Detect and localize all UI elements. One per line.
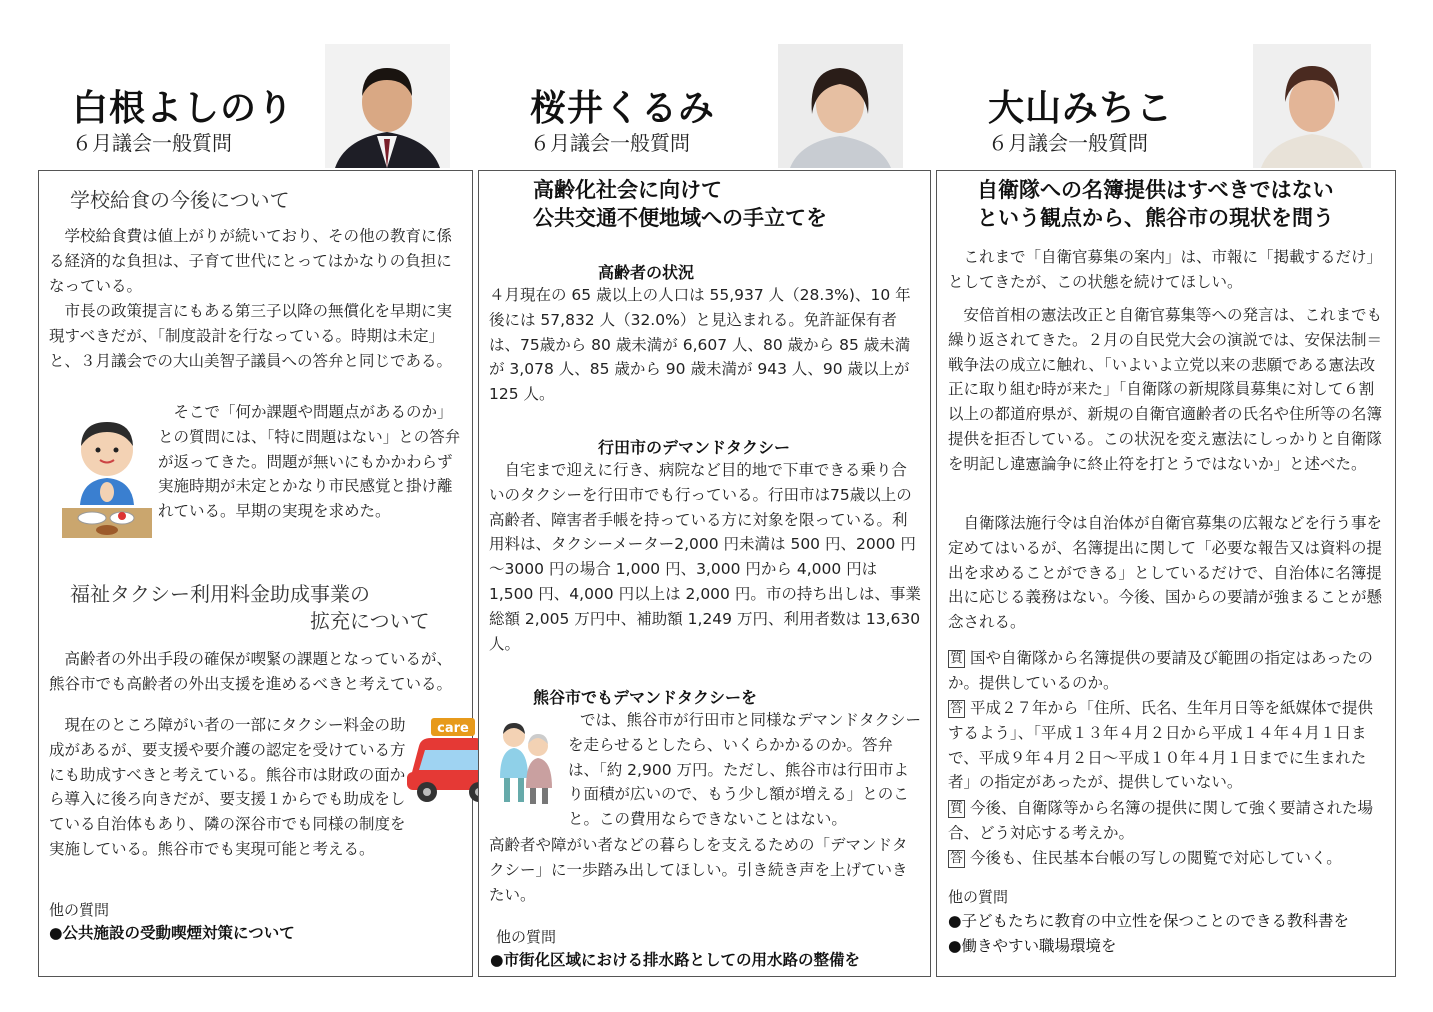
question-item — [948, 796, 1386, 846]
paragraph: 学校給食費は値上がりが続いており、その他の教育に係る経済的な負担は、子育て世代にとってはかなりの負担になっている。 — [49, 227, 453, 295]
article-heading-aging-2: 公共交通不便地域への手立てを — [533, 206, 827, 230]
member-name-sakurai: 桜井くるみ — [530, 88, 716, 129]
other-questions-label: 他の質問 — [496, 928, 557, 946]
elderly-couple-illustration — [492, 718, 560, 806]
question-tag: 質 — [950, 651, 964, 666]
paragraph: 自衛隊法施行令は自治体が自衛官募集の広報などを行う事を定めてはいるが、名簿提出に関して「必要な報告又は資料の提出を求めることができる」としているだけで、自治体に名簿提出に応じる義務はない。今後、国からの要請が強まることが懸念される。 — [948, 514, 1383, 632]
answer-tag: 答 — [950, 701, 964, 716]
portrait-photo-sakurai — [778, 44, 903, 168]
paragraph: 現在のところ障がい者の一部にタクシー料金の助成があるが、要支援や要介護の認定を受けている方にも助成すべきと考えている。熊谷市は財政の面から導入に後ろ向きだが、要支援１からでも助成をしている自治体もあり、隣の深谷市でも同様の制度を実施している。熊谷市でも実現可能と考える。 — [49, 716, 406, 858]
answer-tag: 答 — [950, 851, 964, 866]
member-name-oyama: 大山みちこ — [988, 88, 1174, 129]
answer-text: 平成２７年から「住所、氏名、生年月日等を紙媒体で提供するよう」、「平成１３年４月２日から平成１４年４月１日まで、平成９年４月２日～平成１０年４月１日までに生まれた者」の指定があったが、提供していない。 — [948, 699, 1374, 792]
paragraph: 自宅まで迎えに行き、病院など目的地で下車できる乗り合いのタクシーを行田市でも行っている。行田市は75歳以上の高齢者、障害者手帳を持っている方に対象を限っている。利用料は、タクシーメーター2,000 円未満は 500 円、2000 円～3000 円の場合 1,000 円、3,000 円から 4,000 円は 1,500 円、4,000 円以上は 2,000 円。市の持ち出しは、事業総額 2,005 万円中、補助額 1,249 万円、利用者数は 13,630 人。 — [489, 461, 921, 653]
subheading-kumagaya-taxi: 熊谷市でもデマンドタクシーを — [533, 688, 758, 707]
member-subtitle-sakurai: ６月議会一般質問 — [530, 131, 690, 155]
article-heading-aging-1: 高齢化社会に向けて — [533, 178, 722, 202]
subheading-elderly-status: 高齢者の状況 — [598, 263, 695, 282]
answer-item — [948, 846, 1386, 871]
paragraph: 高齢者や障がい者などの暮らしを支えるための「デマンドタクシー」に一歩踏み出してほしい。引き続き声を上げていきたい。 — [489, 836, 908, 904]
other-question-item: ●市街化区域における排水路としての用水路の整備を — [490, 951, 861, 969]
paragraph: ４月現在の 65 歳以上の人口は 55,937 人（28.3%)、10 年後には 57,832 人（32.0%）と見込まれる。免許証保有者は、75歳から 80 歳未満が 6,607 人、80 歳から 85 歳未満が 3,078 人、85 歳から 90 歳未満が 943 人、90 歳以上が 125 人。 — [489, 286, 911, 404]
article-heading-school-lunch: 学校給食の今後について — [70, 188, 290, 212]
question-text: 国や自衛隊から名簿提供の要請及び範囲の指定はあったのか。提供しているのか。 — [948, 649, 1373, 692]
child-eating-illustration — [62, 410, 152, 540]
article-heading-sdf-1: 自衛隊への名簿提供はすべきではない — [977, 178, 1334, 202]
other-questions-label: 他の質問 — [49, 901, 110, 919]
subheading-gyoda-taxi: 行田市のデマンドタクシー — [598, 438, 791, 457]
paragraph: 安倍首相の憲法改正と自衛官募集等への発言は、これまでも繰り返されてきた。２月の自民党大会の演説では、安保法制＝戦争法の成立に触れ、「いよいよ立党以来の悲願である憲法改正に取り組む時が来た」「自衛隊の新規隊員募集に対して６割以上の都道府県が、新規の自衛官適齢者の氏名や住所等の名簿提供を拒否している。この状況を変え憲法にしっかりと自衛隊を明記し違憲論争に終止符を打とうではないか」と述べた。 — [948, 306, 1383, 473]
portrait-photo-oyama — [1253, 44, 1371, 168]
paragraph: これまで「自衛官募集の案内」は、市報に「掲載するだけ」としてきたが、この状態を続けてほしい。 — [948, 248, 1383, 291]
other-question-item: ●公共施設の受動喫煙対策について — [49, 924, 295, 942]
member-name-shirane: 白根よしのり — [72, 88, 295, 129]
article-heading-sdf-2: という観点から、熊谷市の現状を問う — [977, 206, 1334, 230]
answer-item — [948, 696, 1386, 795]
other-question-item: ●働きやすい職場環境を — [948, 937, 1117, 955]
other-question-item: ●子どもたちに教育の中立性を保つことのできる教科書を — [948, 912, 1350, 930]
question-text: 今後、自衛隊等から名簿の提供に関して強く要請された場合、どう対応する考えか。 — [948, 799, 1374, 842]
question-tag: 質 — [950, 801, 964, 816]
paragraph: そこで「何か課題や問題点があるのか」との質問には、「特に問題はない」との答弁が返ってきた。問題が無いにもかかわらず実施時期が未定とかなり市民感覚と掛け離れている。早期の実現を求めた。 — [158, 403, 461, 521]
article-heading-welfare-taxi-1: 福祉タクシー利用料金助成事業の — [70, 582, 370, 606]
paragraph: では、熊谷市が行田市と同様なデマンドタクシーを走らせるとしたら、いくらかかるのか。答弁は、「約 2,900 万円。ただし、熊谷市は行田市より面積が広いので、もう少し額が増える」とのこと。この費用ならできないことはない。 — [568, 711, 922, 829]
member-subtitle-oyama: ６月議会一般質問 — [988, 131, 1148, 155]
portrait-photo-shirane — [325, 44, 450, 168]
article-heading-welfare-taxi-2: 拡充について — [310, 609, 430, 633]
question-item — [948, 646, 1386, 696]
member-subtitle-shirane: ６月議会一般質問 — [72, 131, 232, 155]
paragraph: 市長の政策提言にもある第三子以降の無償化を早期に実現すべきだが、「制度設計を行なっている。時期は未定」と、３月議会での大山美智子議員への答弁と同じである。 — [49, 302, 453, 370]
paragraph: 高齢者の外出手段の確保が喫緊の課題となっているが、熊谷市でも高齢者の外出支援を進めるべきと考えている。 — [49, 650, 453, 693]
answer-text: 今後も、住民基本台帳の写しの閲覧で対応していく。 — [970, 849, 1342, 867]
care-label: care — [437, 721, 469, 736]
other-questions-label: 他の質問 — [948, 888, 1009, 906]
